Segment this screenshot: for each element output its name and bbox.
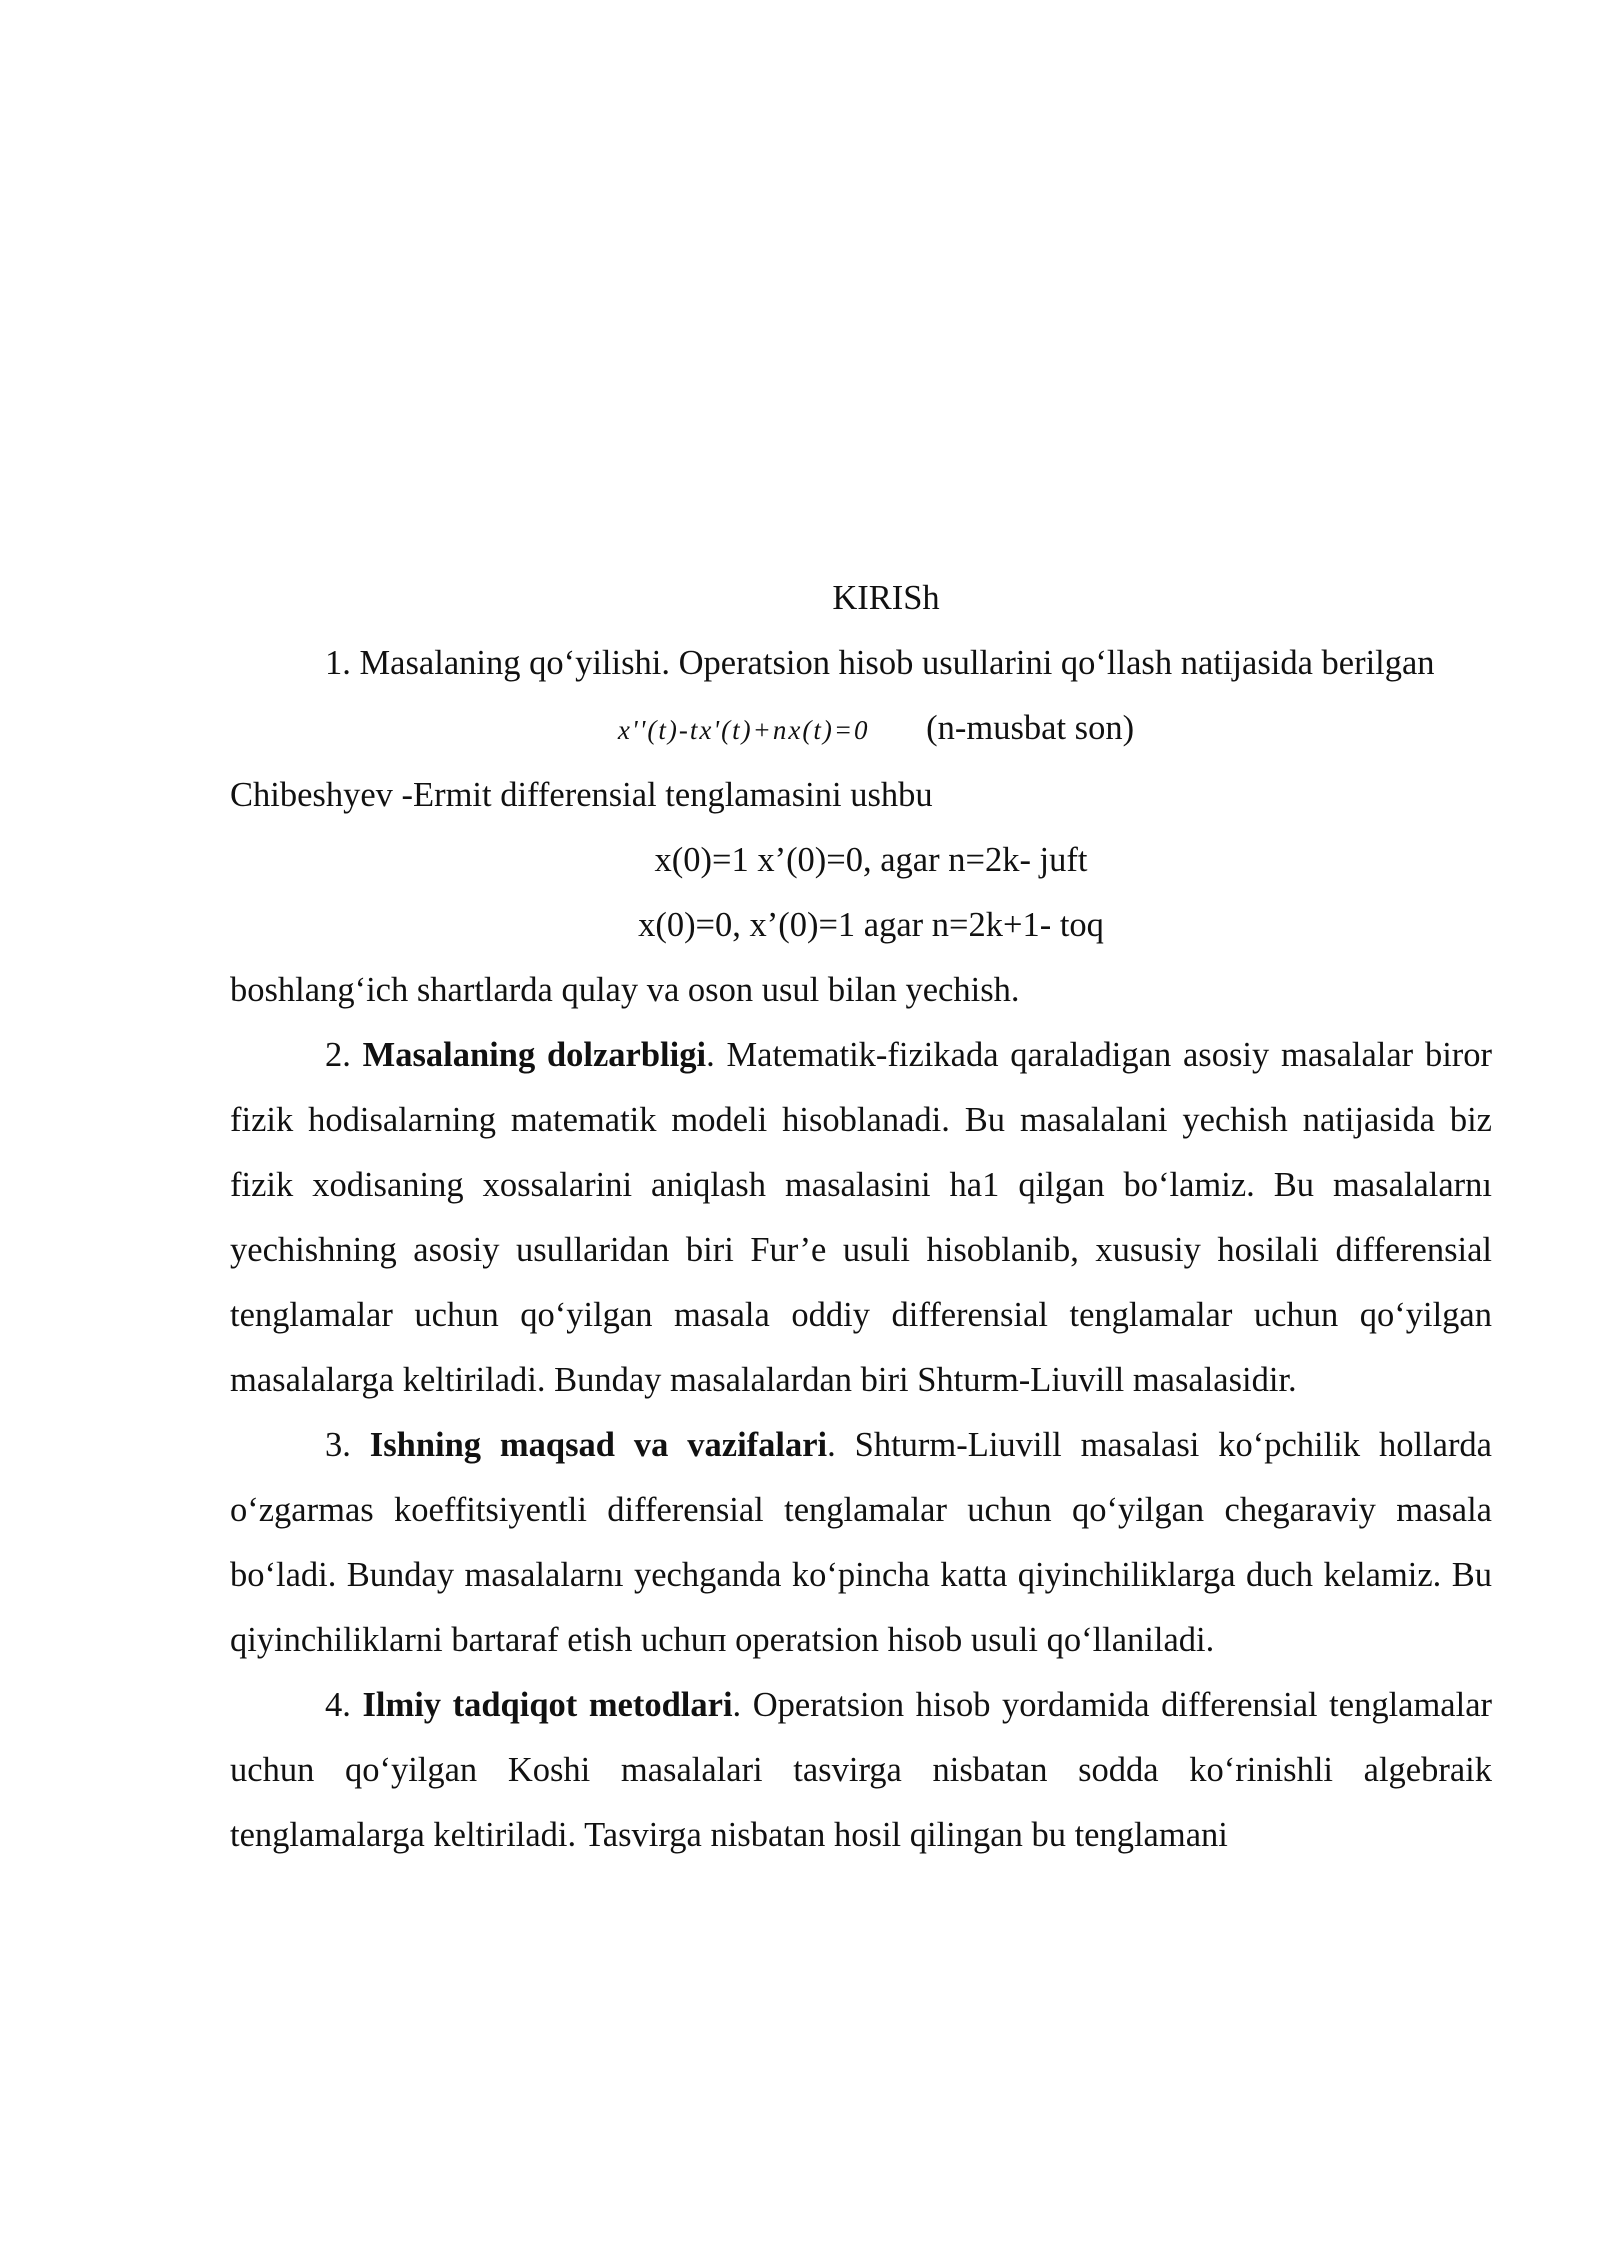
section-2-text: . Matematik-fizikada qaraladigan asosiy masalalar biror fizik hodisalarning matematik modeli hisoblanadi. Bu masalalani yechish natijasida biz fizik xodisaning xossalarini aniqlash masalasini ha1 qilgan bo‘lamiz. Bu masalalarnı yechishning asosiy usullaridan biri Fur’e usuli hisoblanib, xususiy hosilali differensial tenglamalar uchun qo‘yilgan masala oddiy differensial tenglamalar uchun qo‘yilgan masalalarga keltiriladi. Bunday masalalardan biri Shturm-Liuvill masalasidir.: [230, 1036, 1493, 1399]
section-2-title: Masalaning dolzarbligi: [362, 1036, 707, 1074]
after-equation-text: Chibeshyev -Ermit differensial tenglamasini ushbu: [230, 776, 933, 814]
document-body: [230, 566, 1492, 1868]
initial-condition-odd: x(0)=0, x’(0)=1 agar n=2k+1- toq: [638, 906, 1104, 944]
section-3-text: . Shturm-Liuvill masalasi ko‘pchilik hollarda o‘zgarmas koeffitsiyentli differensial tenglamalar uchun qo‘yilgan chegaraviy masala bo‘ladi. Bunday masalalarnı yechganda ko‘pincha katta qiyinchiliklarga duch kelamiz. Bu qiyinchiliklarni bartaraf etish uchuп operatsion hisob usuli qo‘llaniladi.: [230, 1426, 1492, 1659]
section-2-paragraph: [230, 1023, 1492, 1413]
section-4-text: . Operatsion hisob yordamida differensial tenglamalar uchun qo‘yilgan Koshi masalalari tasvirga nisbatan sodda ko‘rinishli algebraik tenglamalarga keltiriladi. Tasvirga nisbatan hosil qilingan bu tenglamani: [230, 1686, 1493, 1854]
section-1-paragraph: [230, 631, 1492, 696]
after-conditions-text: boshlang‘ich shartlarda qulay va oson usul bilan yechish.: [230, 971, 1020, 1009]
section-4-paragraph: [230, 1673, 1492, 1868]
section-3-number: 3.: [325, 1426, 351, 1464]
page-heading: KIRISh: [832, 579, 940, 617]
section-4-number: 4.: [325, 1686, 351, 1724]
equation-formula: x''(t)-tx'(t)+nx(t)=0: [617, 715, 870, 745]
equation-line: [230, 696, 1492, 763]
section-3-title: Ishning maqsad va vazifalari: [369, 1426, 828, 1464]
section-1-text: Operatsion hisob usullarini qo‘llash natijasida berilgan: [678, 644, 1435, 682]
section-1-lead: 1. Masalaning qo‘yilishi.: [325, 644, 670, 682]
section-2-number: 2.: [325, 1036, 351, 1074]
initial-condition-even: x(0)=1 x’(0)=0, agar n=2k- juft: [654, 841, 1088, 879]
section-4-title: Ilmiy tadqiqot metodlari: [362, 1686, 733, 1724]
section-3-paragraph: [230, 1413, 1492, 1673]
equation-note: (n-musbat son): [926, 709, 1135, 747]
